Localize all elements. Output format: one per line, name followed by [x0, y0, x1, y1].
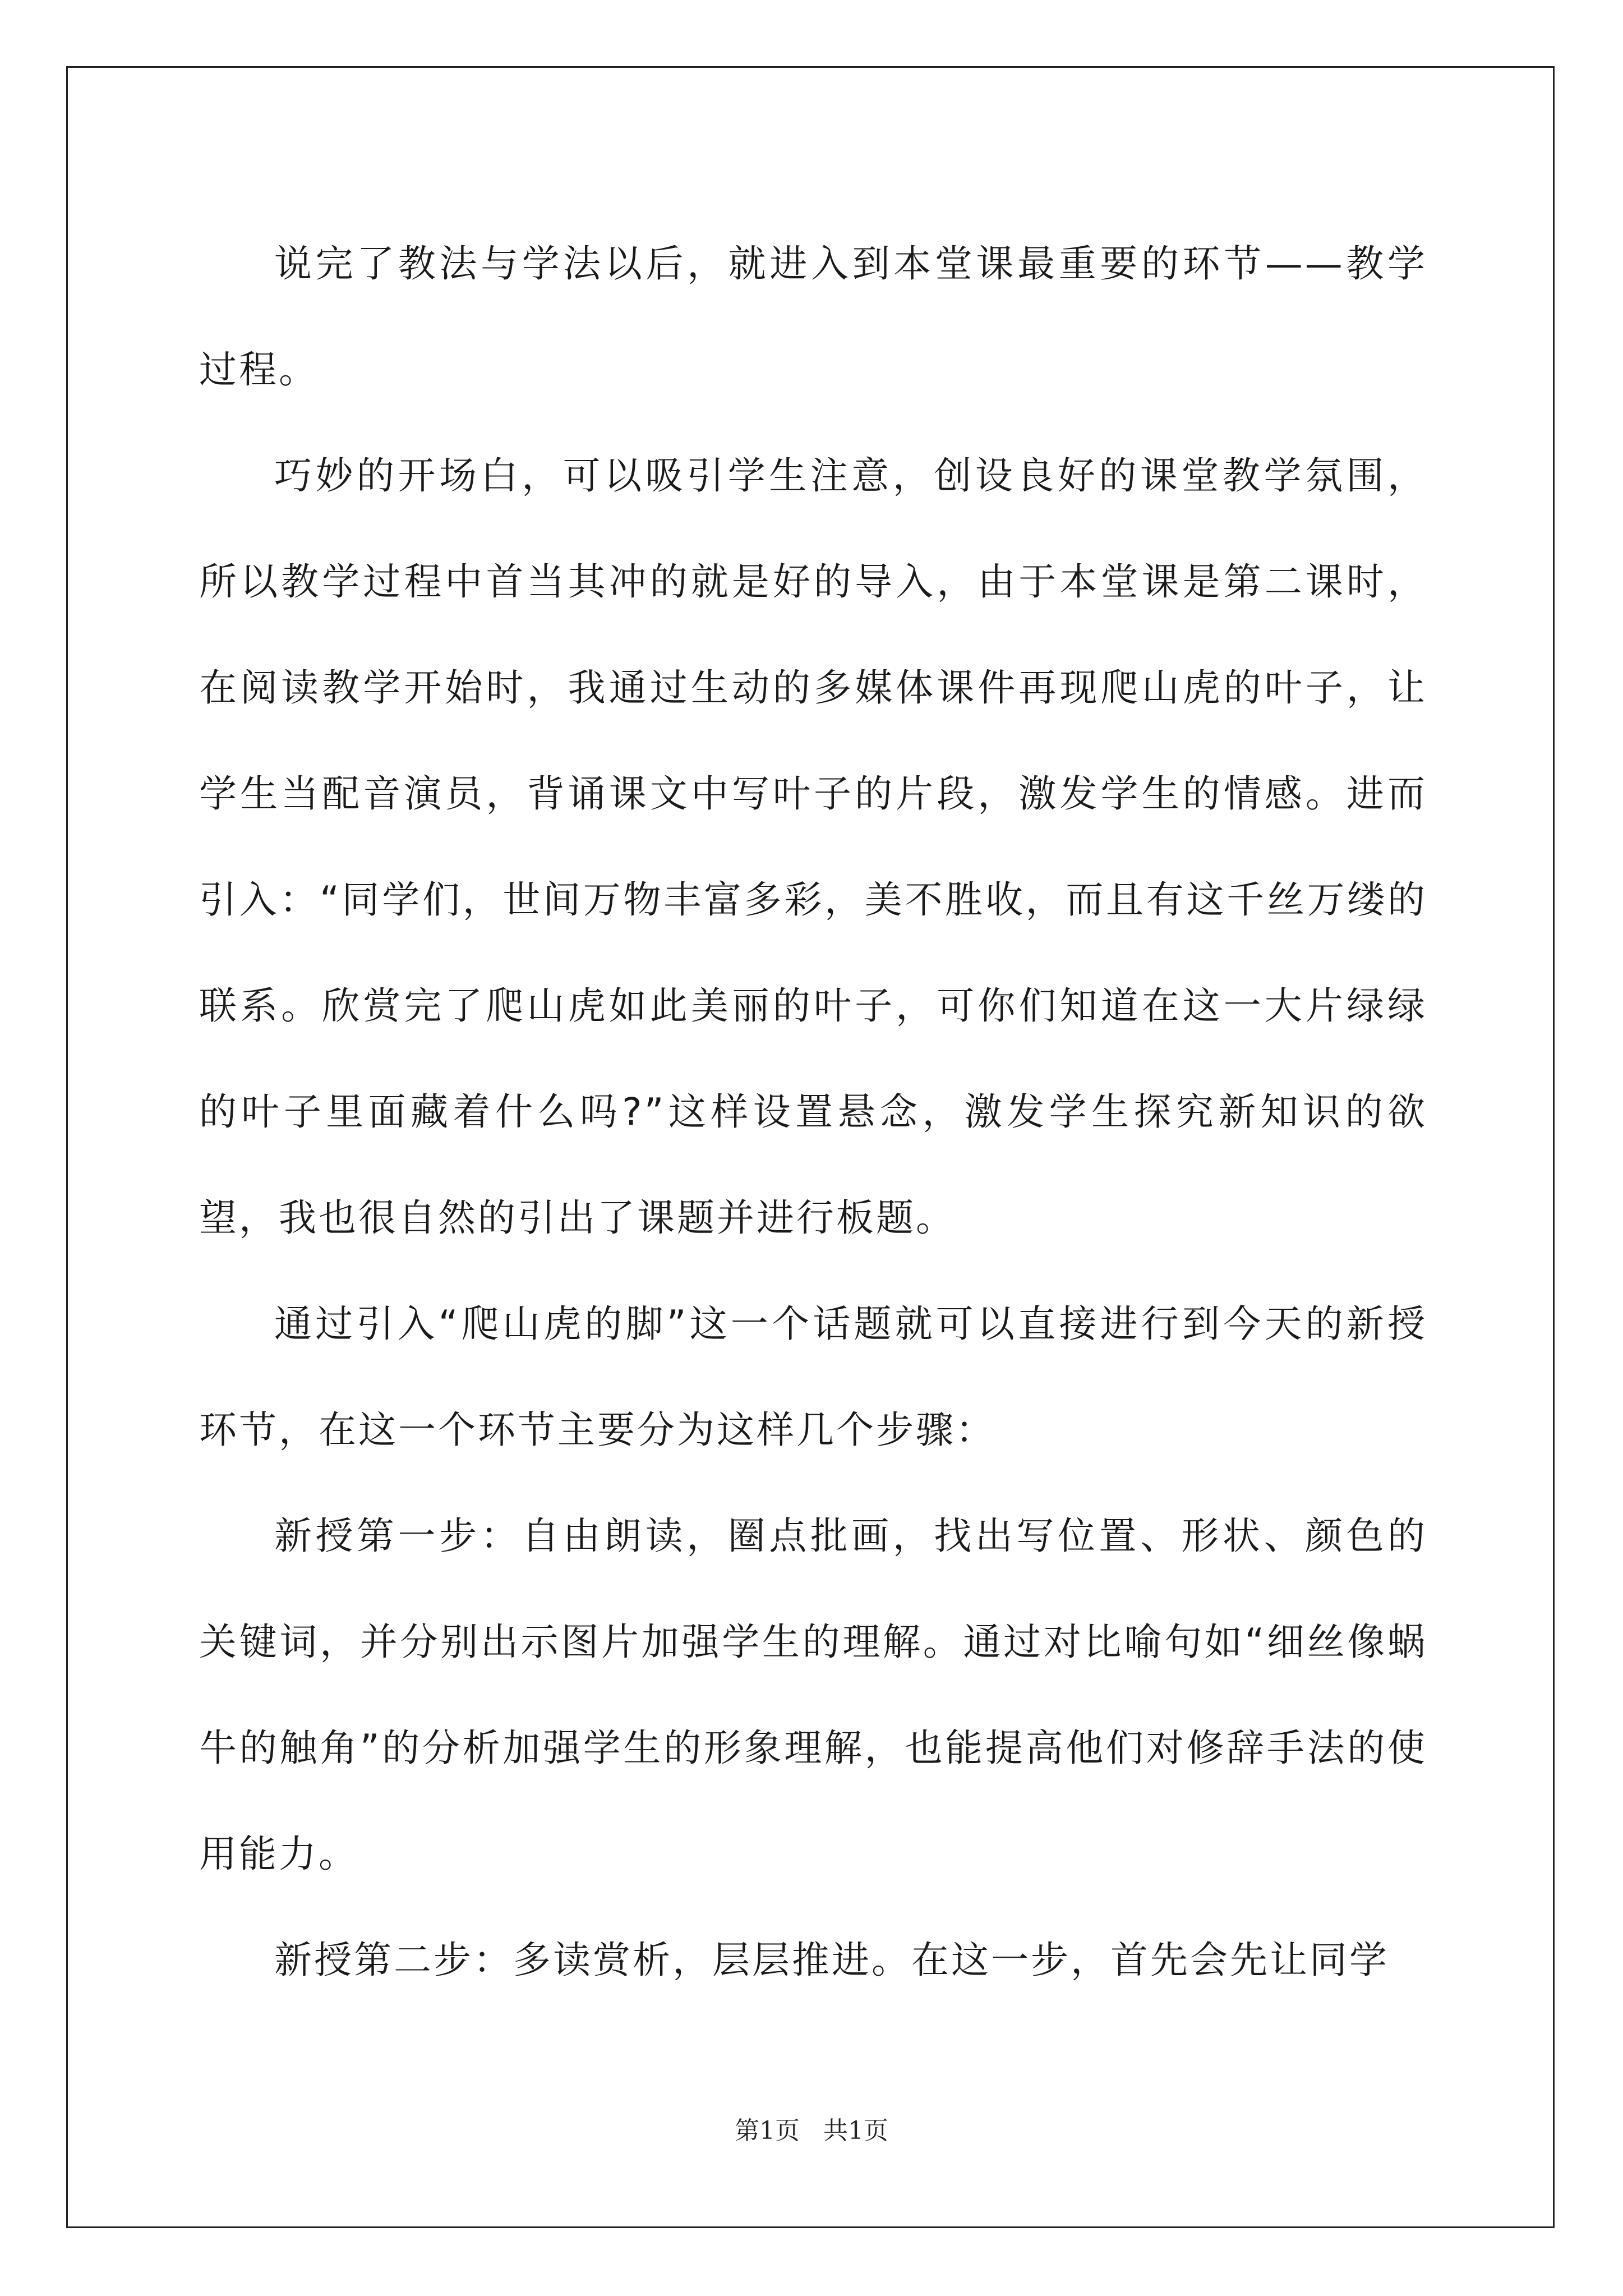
page-footer	[0, 2110, 1623, 2146]
paragraph: 新授第一步：自由朗读，圈点批画，找出写位置、形状、颜色的关键词，并分别出示图片加强学生的理解。通过对比喻句如“细丝像蜗牛的触角”的分析加强学生的形象理解，也能提高他们对修辞手法的使用能力。	[199, 1514, 1427, 1876]
page-total: 共1页	[823, 2116, 888, 2145]
paragraph: 巧妙的开场白，可以吸引学生注意，创设良好的课堂教学氛围，所以教学过程中首当其冲的就是好的导入，由于本堂课是第二课时，在阅读教学开始时，我通过生动的多媒体课件再现爬山虎的叶子，让学生当配音演员，背诵课文中写叶子的片段，激发学生的情感。进而引入：“同学们，世间万物丰富多彩，美不胜收，而且有这千丝万缕的联系。欣赏完了爬山虎如此美丽的叶子，可你们知道在这一大片绿绿的叶子里面藏着什么吗?”这样设置悬念，激发学生探究新知识的欲望，我也很自然的引出了课题并进行板题。	[199, 454, 1427, 1240]
page-number: 第1页	[735, 2116, 800, 2145]
paragraph: 说完了教法与学法以后，就进入到本堂课最重要的环节——教学过程。	[199, 242, 1427, 392]
document-body	[199, 211, 1427, 2013]
paragraph: 通过引入“爬山虎的脚”这一个话题就可以直接进行到今天的新授环节，在这一个环节主要分为这样几个步骤：	[199, 1302, 1427, 1452]
paragraph: 新授第二步：多读赏析，层层推进。在这一步，首先会先让同学	[274, 1938, 1389, 1982]
